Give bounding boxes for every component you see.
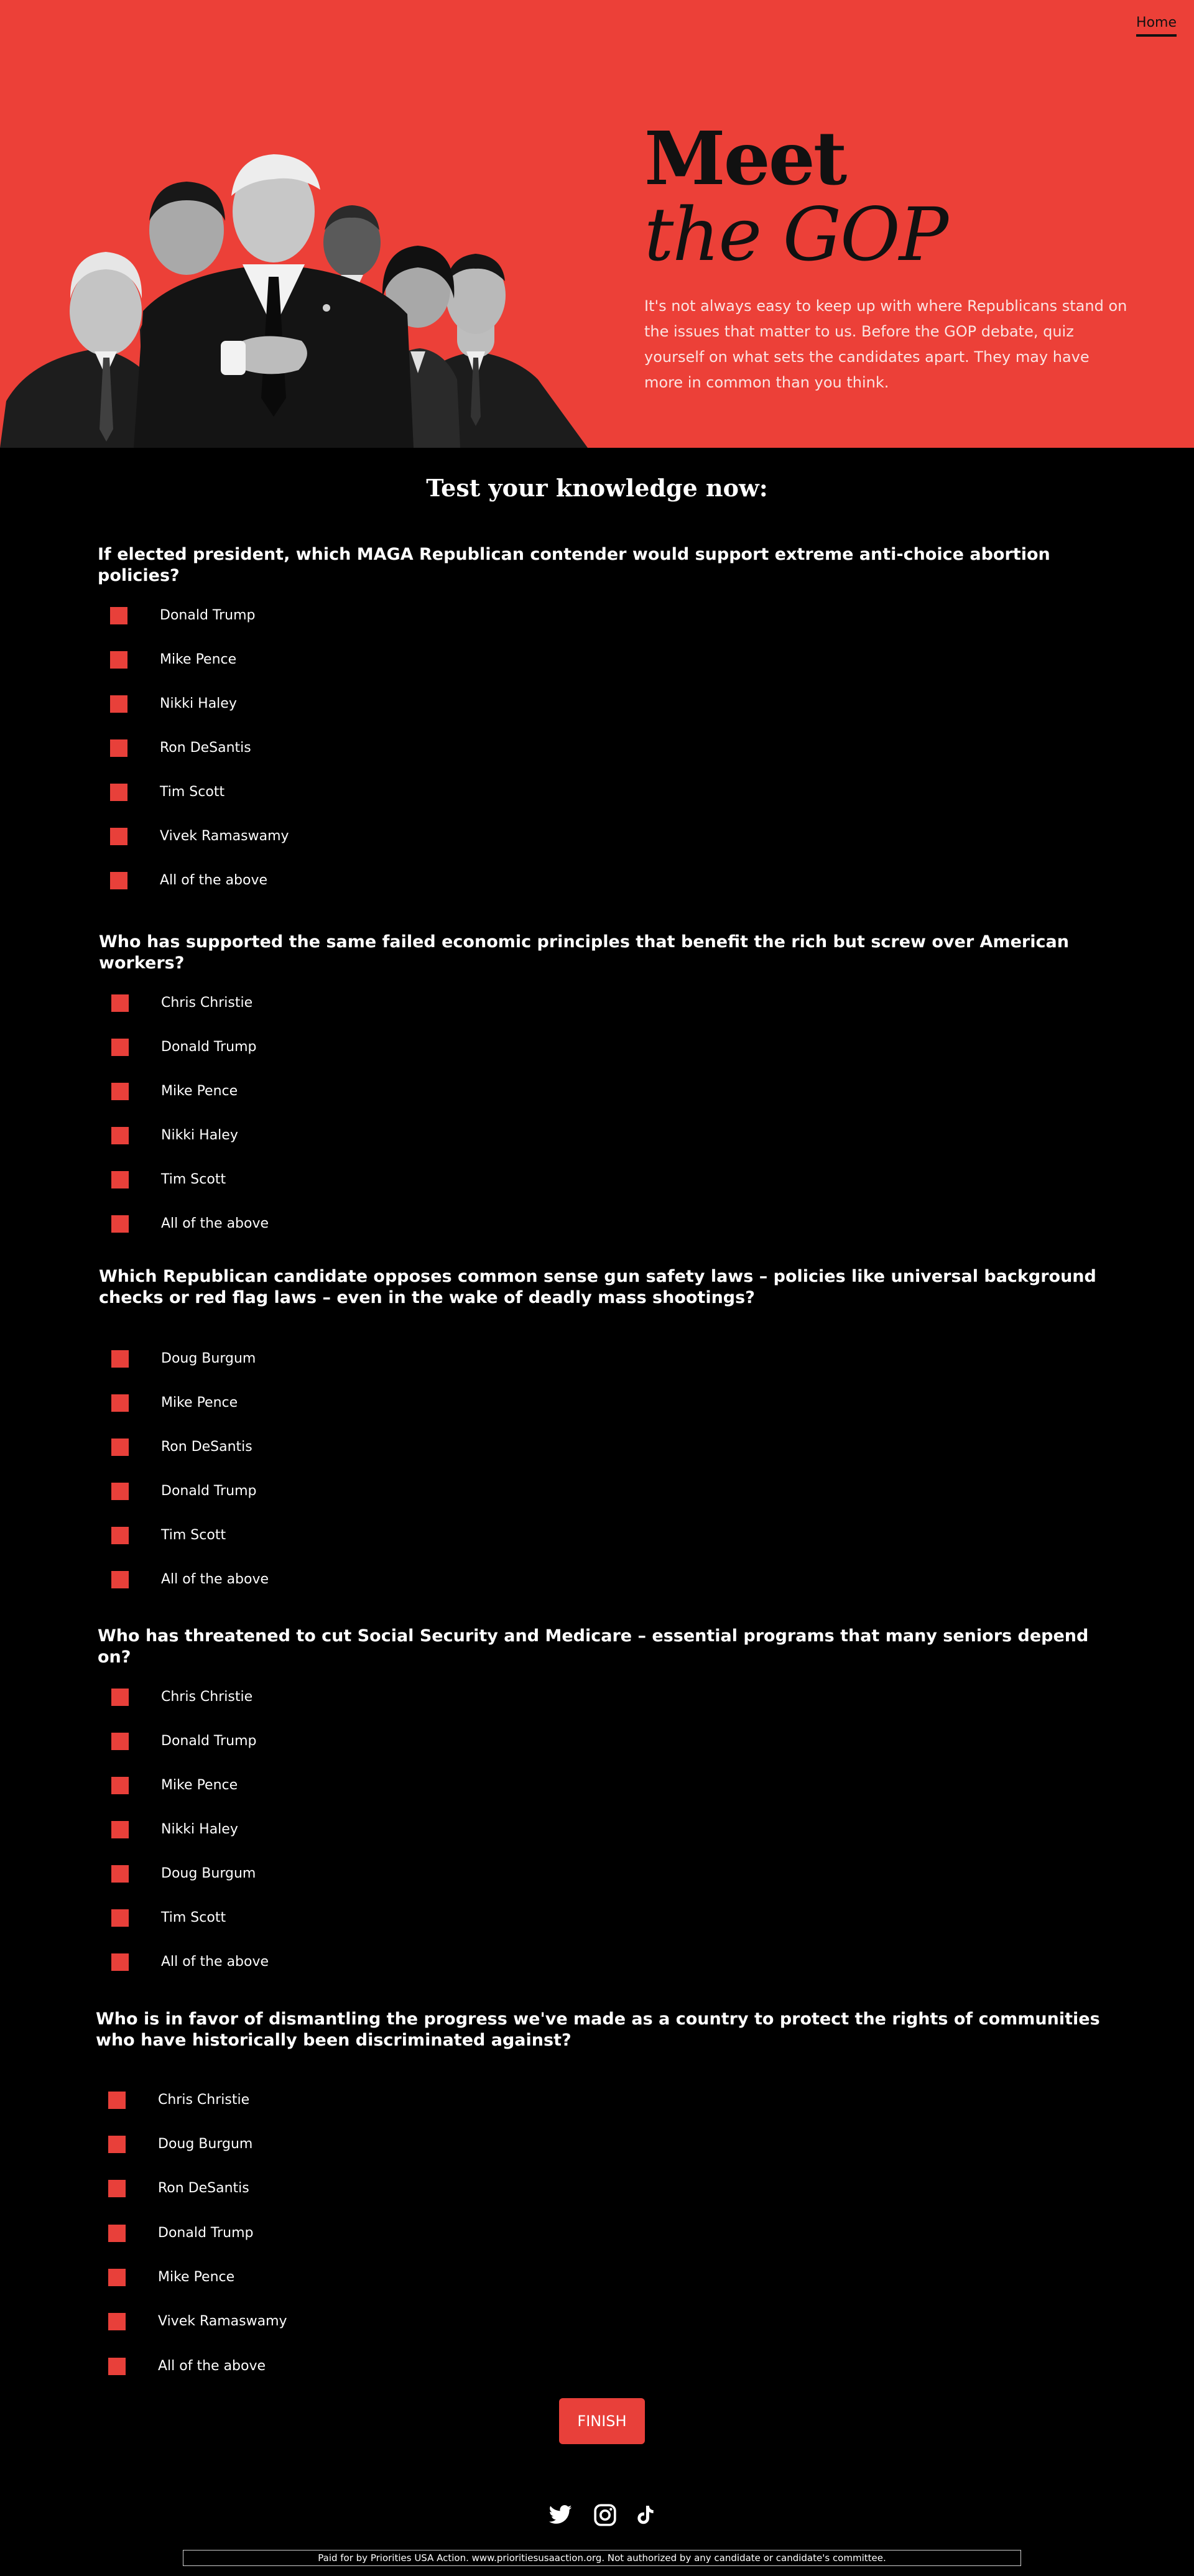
- paid-for-disclaimer: Paid for by Priorities USA Action. www.prioritiesusaaction.org. Not authorized by any candidate or candidate's committee.: [183, 2550, 1021, 2566]
- answer-option[interactable]: [111, 1774, 484, 1797]
- answer-option[interactable]: [111, 1169, 484, 1191]
- answer-option[interactable]: [111, 1348, 484, 1370]
- answer-option[interactable]: [111, 1686, 484, 1708]
- answer-label: Tim Scott: [161, 1527, 226, 1543]
- answer-option[interactable]: [111, 1730, 484, 1753]
- answer-checkbox[interactable]: [110, 872, 127, 889]
- question-5-text: Who is in favor of dismantling the progress we've made as a country to protect the rights of communities who have historically been discriminated against?: [96, 2009, 1100, 2050]
- answer-checkbox[interactable]: [111, 1394, 129, 1412]
- question-4-text: Who has threatened to cut Social Security and Medicare – essential programs that many seniors depend on?: [98, 1626, 1089, 1667]
- answer-checkbox[interactable]: [111, 1777, 129, 1794]
- answer-option[interactable]: [111, 1080, 484, 1103]
- answer-label: All of the above: [160, 873, 268, 888]
- answer-label: Chris Christie: [161, 1689, 253, 1705]
- answer-label: Tim Scott: [161, 1910, 226, 1925]
- quiz-heading: Test your knowledge now:: [426, 474, 768, 502]
- finish-button[interactable]: FINISH: [559, 2398, 645, 2444]
- answer-label: All of the above: [161, 1572, 269, 1587]
- answer-label: Mike Pence: [161, 1777, 238, 1793]
- answer-checkbox[interactable]: [108, 2092, 126, 2109]
- answer-option[interactable]: [111, 1863, 484, 1885]
- answer-option[interactable]: [110, 737, 483, 759]
- answer-label: Nikki Haley: [161, 1822, 238, 1837]
- twitter-icon[interactable]: [547, 2503, 574, 2527]
- answer-option[interactable]: [111, 1951, 484, 1973]
- answer-label: Donald Trump: [161, 1039, 257, 1055]
- answer-checkbox[interactable]: [108, 2180, 126, 2197]
- answer-option[interactable]: [110, 869, 483, 892]
- answer-option[interactable]: [108, 2222, 481, 2245]
- answer-option[interactable]: [111, 1036, 484, 1059]
- answer-label: All of the above: [161, 1954, 269, 1970]
- answer-label: All of the above: [158, 2358, 266, 2374]
- tiktok-icon[interactable]: [634, 2503, 656, 2527]
- answer-checkbox[interactable]: [108, 2269, 126, 2286]
- answer-checkbox[interactable]: [111, 994, 129, 1012]
- answer-checkbox[interactable]: [108, 2358, 126, 2375]
- answer-checkbox[interactable]: [111, 1483, 129, 1500]
- answer-option[interactable]: [110, 605, 483, 627]
- answer-checkbox[interactable]: [111, 1350, 129, 1368]
- answer-label: Doug Burgum: [161, 1866, 256, 1881]
- answer-checkbox[interactable]: [111, 1171, 129, 1188]
- answer-label: Doug Burgum: [161, 1351, 256, 1366]
- answer-label: Mike Pence: [161, 1083, 238, 1099]
- answer-label: Nikki Haley: [161, 1128, 238, 1143]
- answer-label: Vivek Ramaswamy: [160, 828, 289, 844]
- question-3-text: Which Republican candidate opposes common sense gun safety laws – policies like universal background checks or red flag laws – even in the wake of deadly mass shootings?: [99, 1267, 1096, 1307]
- answer-label: Chris Christie: [158, 2092, 250, 2108]
- answer-label: Tim Scott: [161, 1172, 226, 1187]
- answer-checkbox[interactable]: [111, 1909, 129, 1927]
- answer-option[interactable]: [111, 1568, 484, 1591]
- answer-checkbox[interactable]: [110, 695, 127, 713]
- answer-option[interactable]: [108, 2266, 481, 2289]
- answer-checkbox[interactable]: [111, 1571, 129, 1588]
- answer-checkbox[interactable]: [111, 1127, 129, 1144]
- answer-checkbox[interactable]: [111, 1527, 129, 1544]
- answer-option[interactable]: [111, 1524, 484, 1547]
- answer-label: Ron DeSantis: [158, 2180, 249, 2196]
- answer-option[interactable]: [111, 1480, 484, 1503]
- answer-label: Mike Pence: [160, 652, 237, 667]
- answer-option[interactable]: [108, 2310, 481, 2333]
- answer-label: Ron DeSantis: [161, 1439, 252, 1455]
- answer-checkbox[interactable]: [111, 1865, 129, 1883]
- answer-option[interactable]: [111, 1124, 484, 1147]
- hero-description: It's not always easy to keep up with where Republicans stand on the issues that matter to us. Before the GOP debate, quiz yourself on what sets the candidates apart. They may have more in common than you think.: [644, 297, 1127, 391]
- answer-option[interactable]: [110, 781, 483, 804]
- answer-option[interactable]: [111, 1436, 484, 1458]
- answer-option[interactable]: [110, 693, 483, 715]
- answer-checkbox[interactable]: [111, 1039, 129, 1056]
- answer-checkbox[interactable]: [110, 784, 127, 801]
- home-link[interactable]: Home: [1136, 15, 1177, 37]
- answer-checkbox[interactable]: [108, 2225, 126, 2242]
- answer-checkbox[interactable]: [111, 1733, 129, 1750]
- answer-option[interactable]: [111, 1213, 484, 1235]
- answer-label: Chris Christie: [161, 995, 253, 1011]
- hero-banner: [0, 0, 1194, 448]
- hero-title-line2: the GOP: [644, 192, 948, 277]
- candidates-photo: [0, 143, 591, 448]
- answer-checkbox[interactable]: [110, 828, 127, 845]
- answer-label: Doug Burgum: [158, 2136, 253, 2152]
- answer-label: Donald Trump: [160, 608, 256, 623]
- answer-label: Donald Trump: [158, 2225, 254, 2241]
- answer-option[interactable]: [111, 992, 484, 1014]
- answer-label: Nikki Haley: [160, 696, 237, 711]
- answer-checkbox[interactable]: [111, 1083, 129, 1100]
- answer-checkbox[interactable]: [110, 607, 127, 624]
- question-1-text: If elected president, which MAGA Republican contender would support extreme anti-choice abortion policies?: [98, 545, 1050, 585]
- answer-option[interactable]: [111, 1907, 484, 1929]
- answer-option[interactable]: [111, 1392, 484, 1414]
- answer-label: Donald Trump: [161, 1483, 257, 1499]
- answer-checkbox[interactable]: [111, 1439, 129, 1456]
- question-2-text: Who has supported the same failed economic principles that benefit the rich but screw over American workers?: [99, 932, 1069, 973]
- answer-label: Donald Trump: [161, 1733, 257, 1749]
- answer-option[interactable]: [108, 2133, 481, 2156]
- answer-label: Mike Pence: [158, 2269, 235, 2285]
- hero-title-line1: Meet: [644, 115, 846, 202]
- answer-checkbox[interactable]: [110, 739, 127, 757]
- answer-option[interactable]: [108, 2355, 481, 2378]
- answer-option[interactable]: [110, 649, 483, 671]
- answer-checkbox[interactable]: [111, 1689, 129, 1706]
- answer-option[interactable]: [111, 1818, 484, 1841]
- answer-option[interactable]: [110, 825, 483, 848]
- answer-option[interactable]: [108, 2177, 481, 2200]
- answer-checkbox[interactable]: [108, 2136, 126, 2153]
- answer-checkbox[interactable]: [110, 651, 127, 669]
- answer-checkbox[interactable]: [108, 2313, 126, 2330]
- answer-option[interactable]: [108, 2089, 481, 2111]
- answer-label: Mike Pence: [161, 1395, 238, 1411]
- answer-label: Vivek Ramaswamy: [158, 2314, 287, 2329]
- answer-label: All of the above: [161, 1216, 269, 1231]
- answer-checkbox[interactable]: [111, 1953, 129, 1971]
- answer-label: Tim Scott: [160, 784, 225, 800]
- instagram-icon[interactable]: [593, 2503, 618, 2527]
- answer-checkbox[interactable]: [111, 1821, 129, 1838]
- answer-label: Ron DeSantis: [160, 740, 251, 756]
- answer-checkbox[interactable]: [111, 1215, 129, 1233]
